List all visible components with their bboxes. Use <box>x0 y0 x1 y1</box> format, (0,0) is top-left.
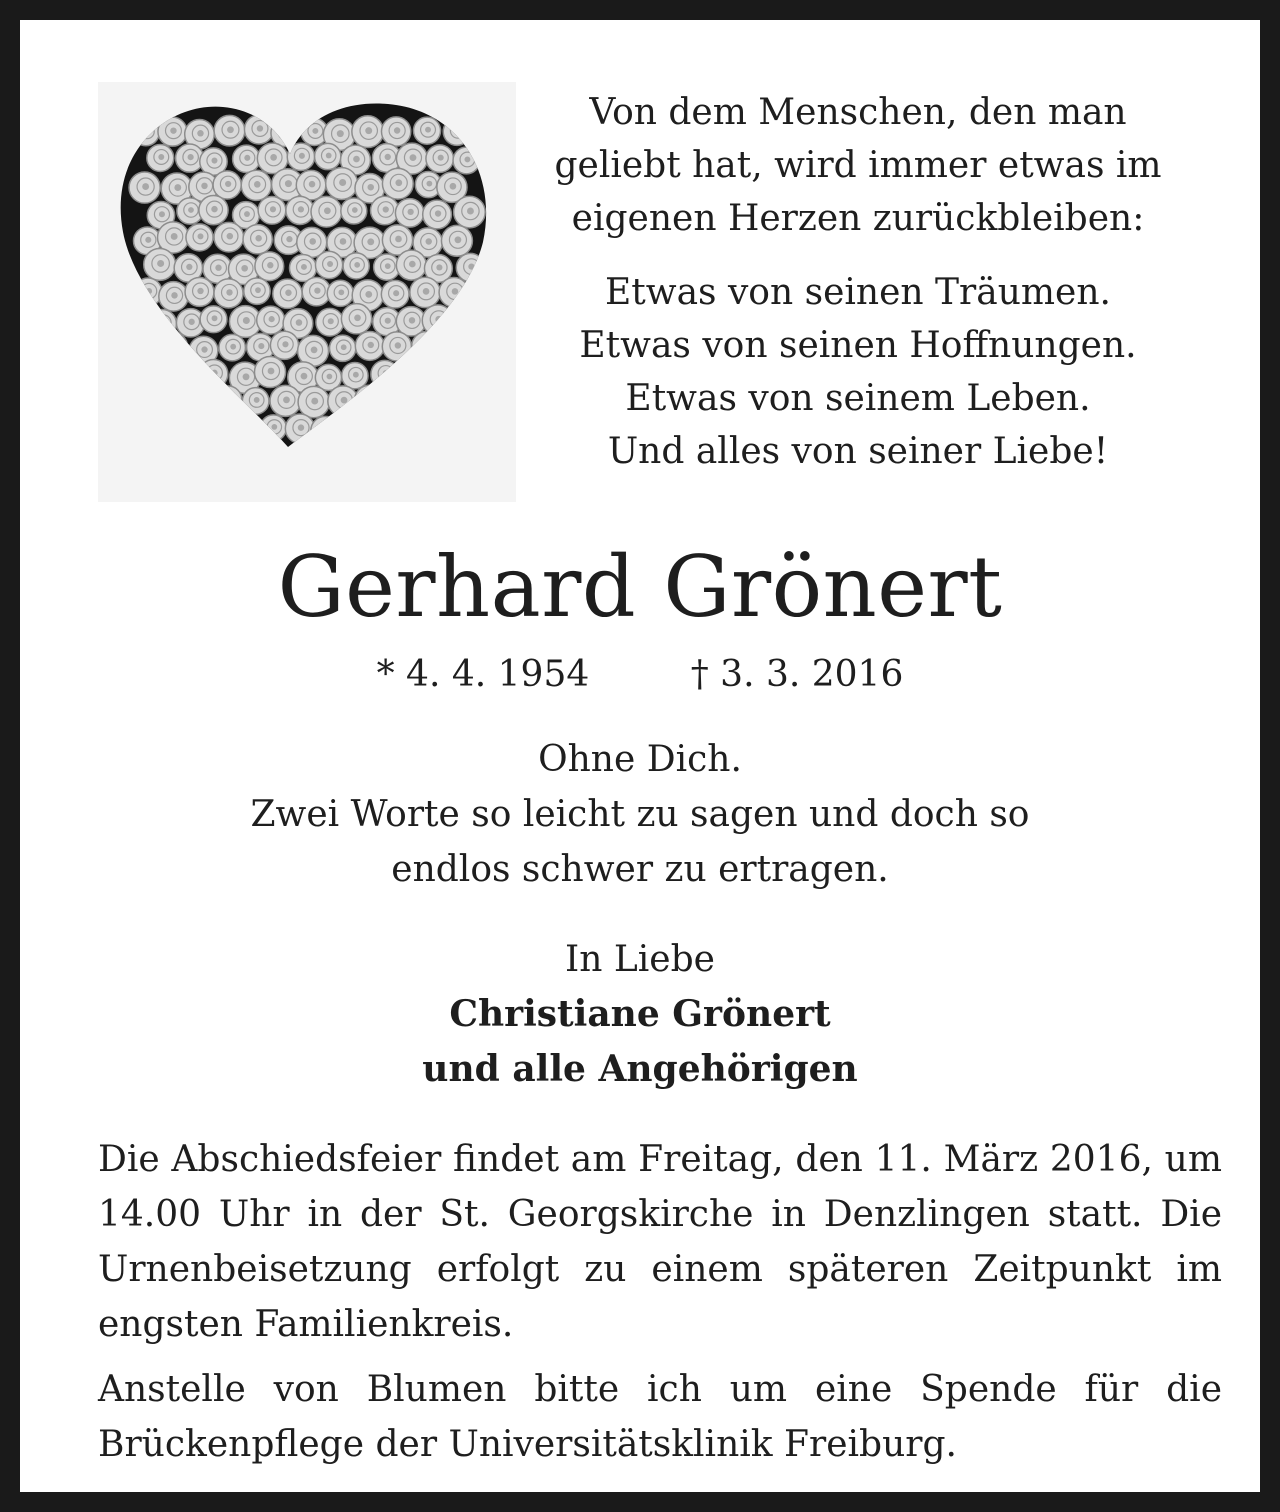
rose-petal <box>140 339 155 354</box>
rose-petal <box>435 421 452 438</box>
rose-core <box>309 238 316 245</box>
rose-core <box>157 260 164 267</box>
quote-line: Etwas von seinen Hoffnungen. <box>579 325 1137 366</box>
rose-core <box>327 374 333 380</box>
rose-petal <box>156 315 172 331</box>
rose-core <box>353 156 360 163</box>
rose-core <box>282 341 288 347</box>
rose-core <box>439 372 445 378</box>
rose-core <box>436 264 442 270</box>
rose-core <box>158 154 164 160</box>
rose-core <box>341 344 347 350</box>
poem <box>20 732 1260 897</box>
rose-core <box>354 262 360 268</box>
rose-core <box>338 289 344 295</box>
rose-core <box>159 211 165 217</box>
rose-core <box>328 318 334 324</box>
rose-core <box>395 236 402 243</box>
rose-icon <box>148 310 176 338</box>
rose-core <box>243 317 250 324</box>
rose-core <box>211 158 217 164</box>
rose-core <box>452 288 459 295</box>
rose-icon <box>175 412 204 441</box>
rose-icon <box>228 412 257 441</box>
rose-core <box>244 155 250 161</box>
rose-core <box>409 317 415 323</box>
rose-icon <box>214 386 242 414</box>
rose-icon <box>443 118 470 145</box>
donation-notice: Anstelle von Blumen bitte ich um eine Spende für die Brückenpflege der Universitätsklinik Freiburg. <box>98 1369 1222 1465</box>
rose-core <box>255 235 261 241</box>
rose-core <box>410 154 417 161</box>
rose-core <box>201 183 207 189</box>
mourner-family: und alle Angehörigen <box>422 1048 858 1090</box>
rose-icon <box>455 307 484 336</box>
rose-icon <box>412 332 442 362</box>
rose-core <box>365 127 372 134</box>
birth-date: * 4. 4. 1954 <box>376 654 590 695</box>
rose-core <box>384 426 391 433</box>
rose-core <box>285 180 292 187</box>
rose-petal <box>278 125 293 140</box>
rose-core <box>230 344 236 350</box>
rose-core <box>255 287 261 293</box>
rose-core <box>455 236 462 243</box>
rose-core <box>438 155 444 161</box>
rose-petal <box>318 422 334 438</box>
rose-core <box>298 424 304 430</box>
service-notice: Die Abschiedsfeier findet am Freitag, den 11. März 2016, um 14.00 Uhr in der St. Georgskirche in Denzlingen statt. Die Urnenbeisetzung erfolgt zu einem späteren Zeitpunkt im engsten Familienkreis. <box>98 1139 1222 1345</box>
rose-core <box>301 373 308 380</box>
rose-core <box>188 154 194 160</box>
rose-core <box>440 426 447 433</box>
rose-core <box>285 290 291 296</box>
rose-core <box>464 157 470 163</box>
rose-core <box>324 207 331 214</box>
rose-core <box>383 206 389 212</box>
rose-petal <box>155 422 170 437</box>
rose-petal <box>164 338 181 355</box>
rose-core <box>145 343 151 349</box>
rose-icon <box>452 359 480 387</box>
rose-core <box>367 184 373 190</box>
rose-core <box>241 265 248 272</box>
rose-core <box>385 318 391 324</box>
rose-core <box>337 130 344 137</box>
rose-icon <box>382 388 411 417</box>
rose-core <box>301 264 307 270</box>
rose-core <box>394 399 400 405</box>
rose-core <box>425 127 431 133</box>
rose-icon <box>158 386 190 418</box>
roses-cluster <box>129 115 485 447</box>
rose-core <box>146 288 152 294</box>
rose-core <box>385 263 391 269</box>
rose-petal <box>435 368 449 382</box>
rose-core <box>144 128 150 134</box>
rose-petal <box>136 392 152 408</box>
deceased-name: Gerhard Grönert <box>277 538 1003 636</box>
rose-petal <box>193 393 208 408</box>
rose-icon <box>452 413 483 444</box>
rose-core <box>171 233 178 240</box>
rose-core <box>226 396 232 402</box>
rose-core <box>468 263 474 269</box>
poem-line: Ohne Dich. <box>538 739 742 780</box>
rose-core <box>353 372 359 378</box>
rose-petal <box>449 340 464 355</box>
rose-core <box>197 288 203 294</box>
rose-icon <box>344 417 371 444</box>
rose-core <box>258 343 264 349</box>
rose-petal <box>351 422 366 437</box>
rose-core <box>215 265 221 271</box>
poem-line: Zwei Worte so leicht zu sagen und doch so <box>250 794 1030 835</box>
rose-petal <box>179 367 194 382</box>
rose-core <box>186 264 192 270</box>
rose-petal <box>140 124 155 139</box>
rose-core <box>427 181 433 187</box>
rose-petal <box>182 418 198 434</box>
quote-line: Von dem Menschen, den man <box>589 92 1127 133</box>
rose-core <box>270 154 277 161</box>
rose-core <box>268 368 275 375</box>
rose-core <box>326 153 332 159</box>
rose-core <box>142 183 149 190</box>
rose-petal <box>419 337 435 353</box>
rose-icon <box>129 386 158 415</box>
rose-core <box>271 424 277 430</box>
rose-icon <box>134 278 162 306</box>
rose-core <box>286 236 292 242</box>
rose-heart-image <box>98 82 516 502</box>
rose-core <box>299 153 305 159</box>
rose-icon <box>396 414 424 442</box>
rose-icon <box>133 119 160 146</box>
rose-core <box>323 427 329 433</box>
rose-core <box>355 427 361 433</box>
rose-icon <box>133 334 160 361</box>
rose-petal <box>462 312 478 328</box>
rose-core <box>189 319 195 325</box>
rose-core <box>241 422 247 428</box>
rose-core <box>225 181 231 187</box>
rose-core <box>244 211 250 217</box>
rose-core <box>170 127 176 133</box>
rose-core <box>296 319 303 326</box>
rose-core <box>408 209 414 215</box>
rose-core <box>160 320 166 326</box>
rose-core <box>270 206 276 212</box>
rose-core <box>298 206 304 212</box>
rose-core <box>464 369 470 375</box>
rose-core <box>383 370 389 376</box>
rose-icon <box>156 331 188 363</box>
rose-core <box>435 210 441 216</box>
rose-core <box>282 129 288 135</box>
rose-core <box>452 398 458 404</box>
rose-core <box>212 315 218 321</box>
rose-core <box>393 290 399 296</box>
rose-core <box>197 130 203 136</box>
signoff <box>20 932 1260 1097</box>
rose-core <box>455 128 461 134</box>
rose-core <box>227 126 234 133</box>
rose-petal <box>221 391 236 406</box>
quote-intro <box>540 86 1176 245</box>
rose-core <box>340 238 347 245</box>
rose-core <box>408 424 414 430</box>
rose-core <box>145 237 151 243</box>
rose-core <box>409 261 416 268</box>
rose-petal <box>419 396 434 411</box>
rose-core <box>424 400 430 406</box>
rose-petal <box>379 421 396 438</box>
rose-core <box>327 261 333 267</box>
rose-core <box>467 208 474 215</box>
heart-icon <box>98 82 516 502</box>
rose-core <box>311 398 318 405</box>
rose-core <box>465 424 472 431</box>
rose-icon <box>440 388 467 415</box>
rose-core <box>267 262 273 268</box>
rose-icon <box>311 416 340 445</box>
rose-core <box>254 181 261 188</box>
rose-petal <box>450 123 465 138</box>
rose-core <box>312 128 318 134</box>
rose-petal <box>211 418 227 434</box>
rose-core <box>314 288 320 294</box>
rose-core <box>172 398 179 405</box>
rose-core <box>215 422 221 428</box>
rose-core <box>211 206 217 212</box>
rose-icon <box>354 385 385 416</box>
rose-core <box>368 342 374 348</box>
rose-core <box>187 422 193 428</box>
rose-core <box>424 342 430 348</box>
rose-icon <box>428 363 454 389</box>
rose-core <box>352 207 358 213</box>
rose-core <box>395 342 401 348</box>
poem-line: endlos schwer zu ertragen. <box>391 849 889 890</box>
rose-core <box>283 396 290 403</box>
rose-icon <box>271 120 298 147</box>
quote-line: eigenen Herzen zurückbleiben: <box>571 198 1145 239</box>
rose-icon <box>371 360 399 388</box>
rose-petal <box>362 391 379 408</box>
quote-line: Und alles von seiner Liebe! <box>607 431 1109 472</box>
rose-core <box>311 346 318 353</box>
rose-core <box>394 127 400 133</box>
rose-petal <box>166 392 183 409</box>
quote-line: Etwas von seinem Leben. <box>625 378 1091 419</box>
rose-core <box>385 154 391 160</box>
rose-core <box>174 184 181 191</box>
rose-icon <box>371 415 403 447</box>
rose-petal <box>460 419 477 436</box>
rose-petal <box>236 417 252 433</box>
rose-core <box>227 233 234 240</box>
rose-icon <box>148 417 175 444</box>
rose-petal <box>408 367 423 382</box>
rose-core <box>201 346 207 352</box>
signoff-intro: In Liebe <box>565 939 715 980</box>
rose-core <box>467 317 473 323</box>
rose-core <box>395 179 402 186</box>
rose-petal <box>390 394 406 410</box>
rose-icon <box>186 388 212 414</box>
rose-core <box>354 314 361 321</box>
rose-core <box>339 179 346 186</box>
rose-core <box>257 125 263 131</box>
rose-core <box>435 316 442 323</box>
rose-icon <box>442 335 469 362</box>
rose-core <box>453 344 459 350</box>
rose-core <box>367 396 374 403</box>
rose-core <box>341 397 348 404</box>
rose-core <box>160 426 166 432</box>
rose-core <box>188 207 194 213</box>
rose-icon <box>427 415 458 446</box>
rose-icon <box>412 391 439 418</box>
rose-core <box>183 372 189 378</box>
rose-petal <box>150 366 166 382</box>
rose-core <box>426 238 432 244</box>
quote-line: Etwas von seinen Träumen. <box>605 272 1111 313</box>
rose-petal <box>460 364 475 379</box>
rose-petal <box>447 393 462 408</box>
rose-core <box>413 372 419 378</box>
rose-core <box>226 289 232 295</box>
rose-core <box>198 233 204 239</box>
rose-core <box>243 373 250 380</box>
quote-line: geliebt hat, wird immer etwas im <box>554 145 1162 186</box>
rose-core <box>211 370 217 376</box>
rose-icon <box>199 360 228 389</box>
rose-core <box>198 397 204 403</box>
rose-petal <box>404 419 420 435</box>
rose-core <box>450 183 457 190</box>
life-dates <box>20 650 1260 700</box>
death-date: † 3. 3. 2016 <box>690 654 904 695</box>
rose-icon <box>203 412 231 440</box>
mourner-name: Christiane Grönert <box>449 993 831 1035</box>
rose-core <box>367 238 374 245</box>
rose-core <box>141 396 147 402</box>
rose-core <box>423 288 430 295</box>
rose-icon <box>401 362 428 389</box>
rose-core <box>254 397 260 403</box>
quote-list <box>540 266 1176 478</box>
rose-core <box>155 371 161 377</box>
rose-icon <box>172 362 199 389</box>
rose-core <box>169 343 176 350</box>
rose-core <box>365 291 372 298</box>
rose-core <box>309 181 315 187</box>
rose-core <box>269 316 275 322</box>
rose-icon <box>143 361 172 390</box>
rose-core <box>171 292 177 298</box>
